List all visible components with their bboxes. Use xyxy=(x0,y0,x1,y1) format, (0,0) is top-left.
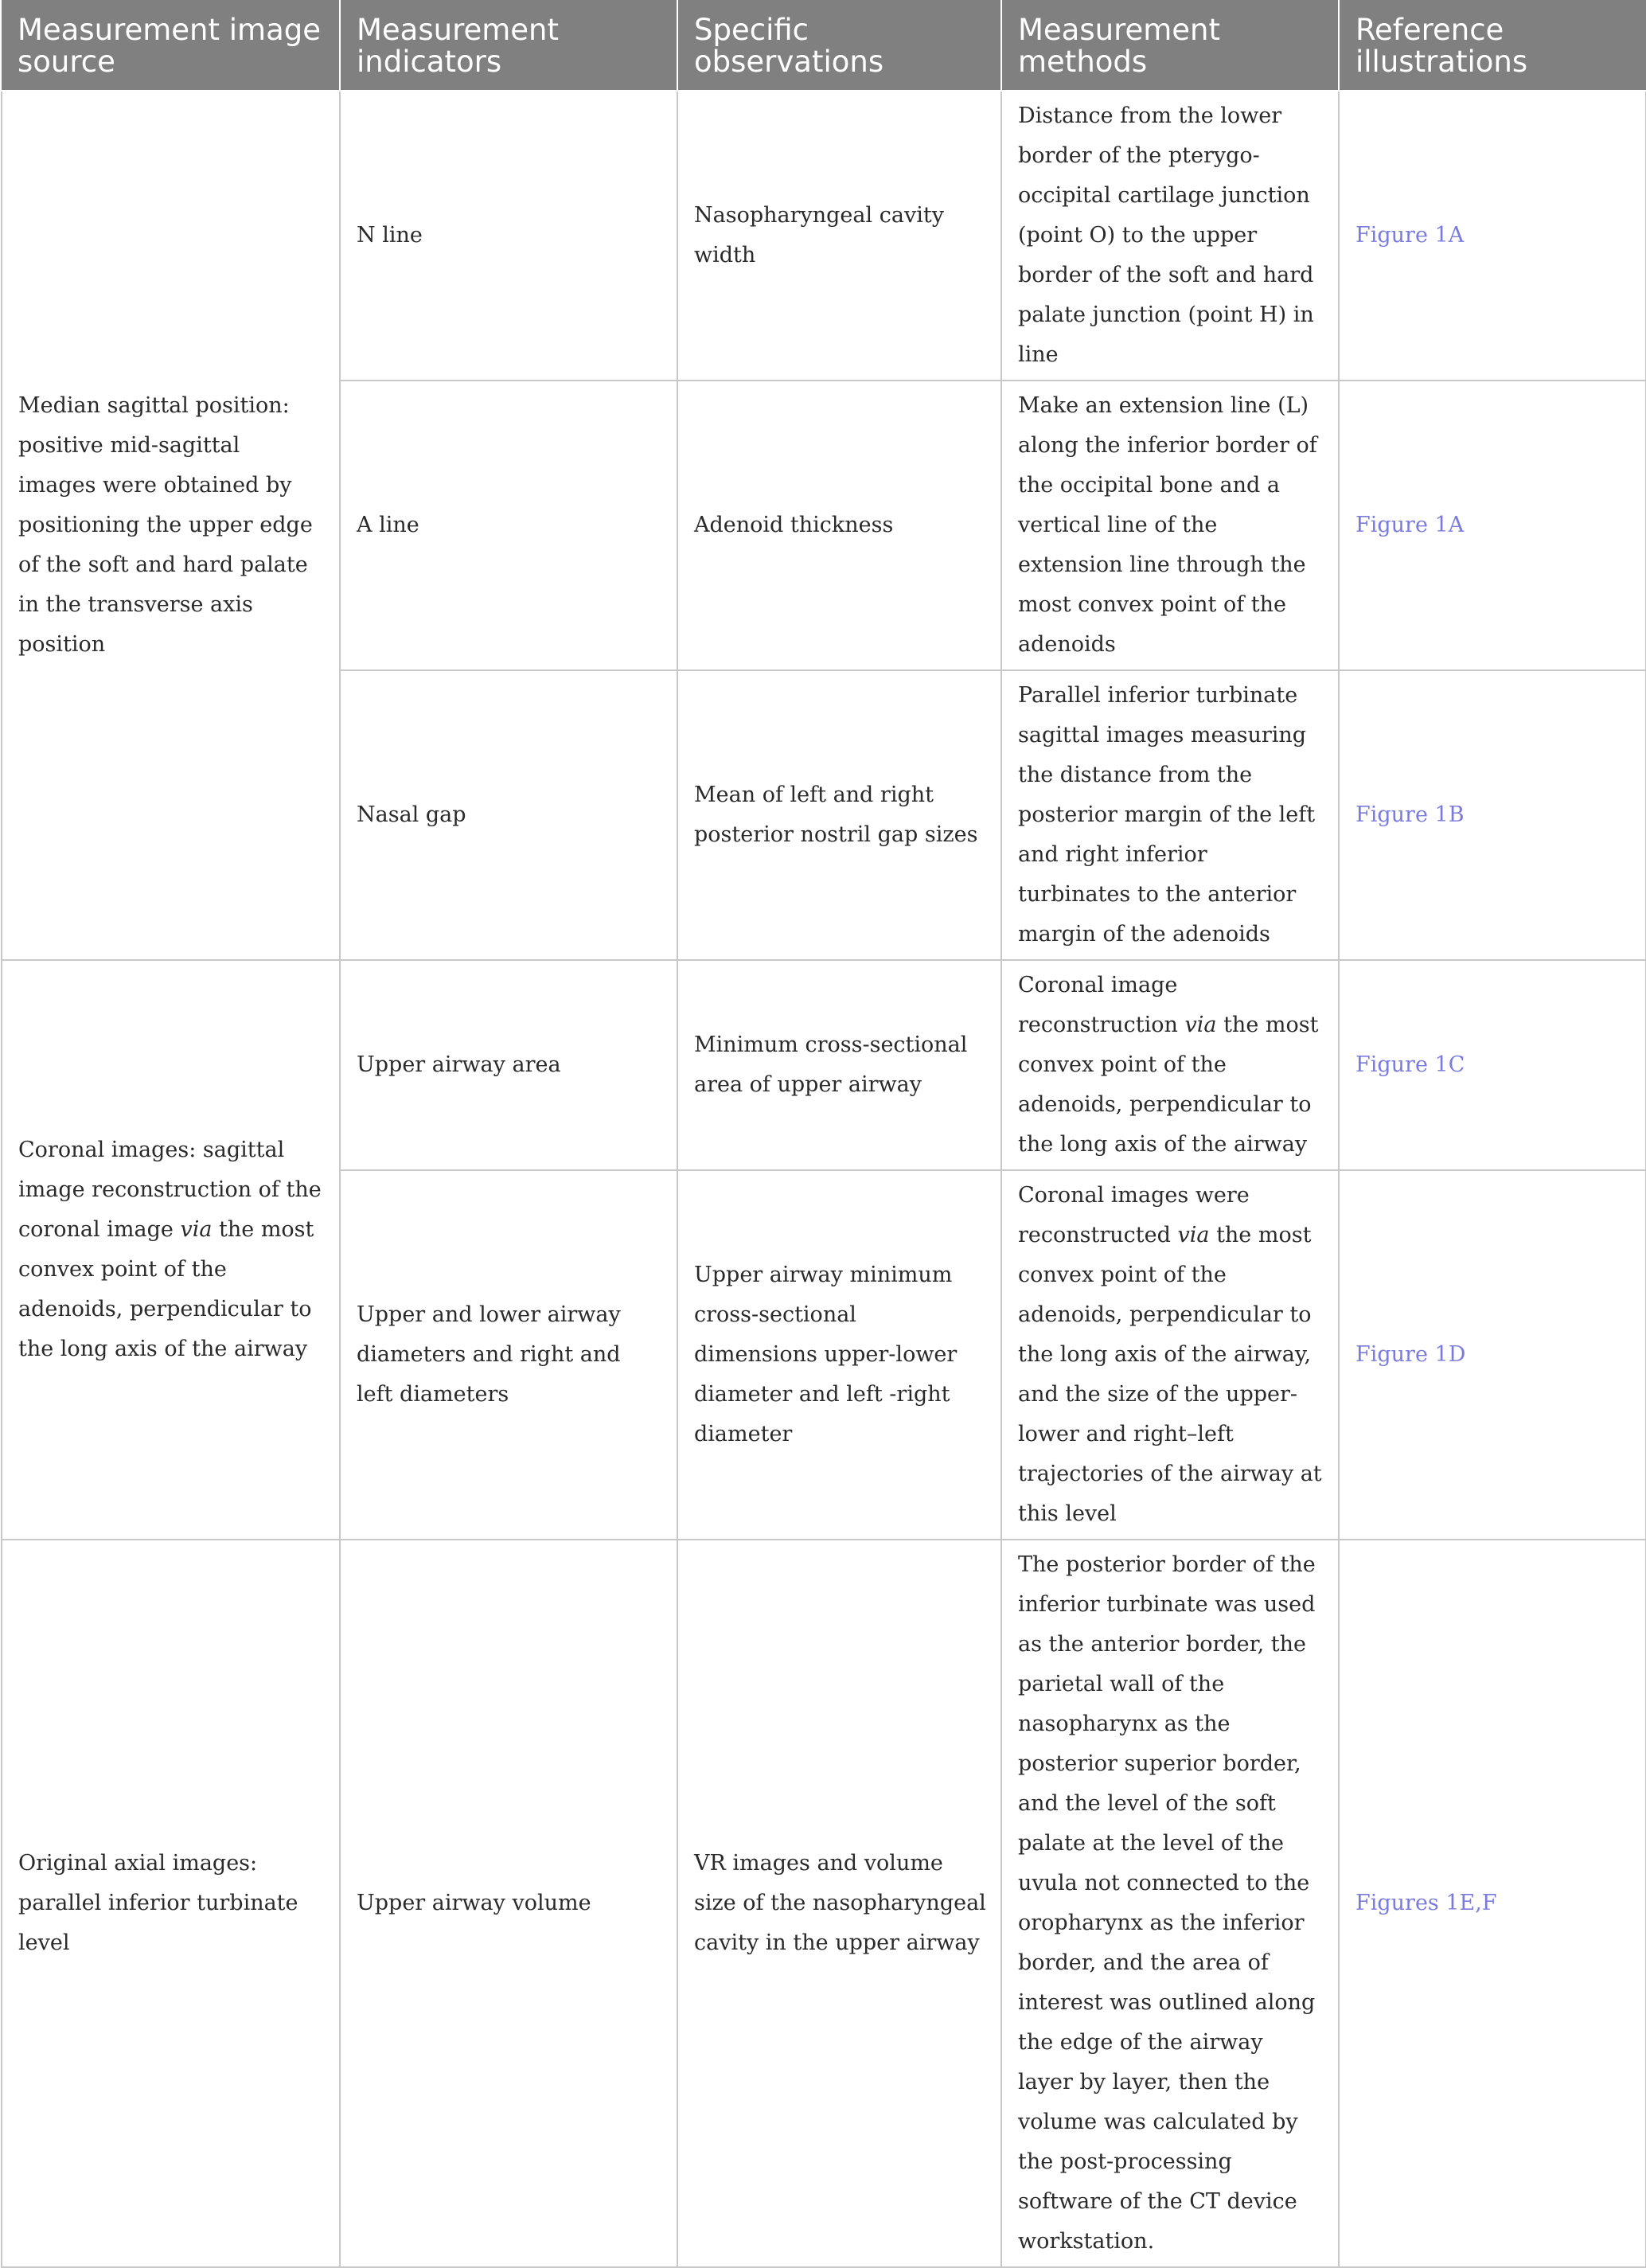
table-header xyxy=(2,0,1646,91)
method-text-continued: the most convex point of the adenoids, perpendicular to the long axis of the airway xyxy=(1018,1013,1319,1157)
header-measurement-indicators: Measurement indicators xyxy=(340,0,677,91)
observation-cell: Nasopharyngeal cavity width xyxy=(677,91,1001,381)
observation-cell: Minimum cross-sectional area of upper airway xyxy=(677,960,1001,1170)
method-cell: Distance from the lower border of the pterygo-occipital cartilage junction (point O) to the upper border of the soft and hard palate junction (point H) in line xyxy=(1001,91,1339,381)
image-source-text: Coronal images: sagittal image reconstruction of the coronal image xyxy=(18,1138,322,1242)
image-source-cell xyxy=(2,960,340,1540)
method-cell xyxy=(1001,960,1339,1170)
reference-link[interactable]: Figure 1A xyxy=(1339,91,1646,381)
indicator-cell: A line xyxy=(340,381,677,670)
header-measurement-image-source: Measurement image source xyxy=(2,0,340,91)
observation-cell: Upper airway minimum cross-sectional dimensions upper-lower diameter and left -right diameter xyxy=(677,1170,1001,1540)
method-text: Coronal image reconstruction xyxy=(1018,973,1185,1037)
header-specific-observations: Specific observations xyxy=(677,0,1001,91)
reference-link[interactable]: Figure 1D xyxy=(1339,1170,1646,1540)
method-emphasis: via xyxy=(1184,1013,1217,1037)
table-row xyxy=(2,91,1646,381)
observation-cell: Adenoid thickness xyxy=(677,381,1001,670)
header-reference-illustrations: Reference illustrations xyxy=(1339,0,1646,91)
method-cell: The posterior border of the inferior turbinate was used as the anterior border, the parietal wall of the nasopharynx as the posterior superior border, and the level of the soft palate at the level of the uvula not connected to the oropharynx as the inferior border, and the area of interest was outlined along the edge of the airway layer by layer, then the volume was calculated by the post-processing software of the CT device workstation. xyxy=(1001,1540,1339,2267)
image-source-cell: Original axial images: parallel inferior turbinate level xyxy=(2,1540,340,2267)
reference-link[interactable]: Figure 1A xyxy=(1339,381,1646,670)
image-source-text-continued: the most convex point of the adenoids, perpendicular to the long axis of the airway xyxy=(18,1217,314,1361)
method-cell: Parallel inferior turbinate sagittal images measuring the distance from the posterior margin of the left and right inferior turbinates to the anterior margin of the adenoids xyxy=(1001,670,1339,960)
reference-link[interactable]: Figure 1C xyxy=(1339,960,1646,1170)
indicator-cell: Nasal gap xyxy=(340,670,677,960)
reference-link[interactable]: Figures 1E,F xyxy=(1339,1540,1646,2267)
method-text-continued: the most convex point of the adenoids, perpendicular to the long axis of the airway, and the size of the upper- lower and right–left trajectories of the airway at this level xyxy=(1018,1223,1322,1526)
observation-cell: VR images and volume size of the nasopharyngeal cavity in the upper airway xyxy=(677,1540,1001,2267)
method-text: Coronal images were reconstructed xyxy=(1018,1183,1250,1247)
reference-link[interactable]: Figure 1B xyxy=(1339,670,1646,960)
image-source-emphasis: via xyxy=(180,1217,213,1242)
indicator-cell: N line xyxy=(340,91,677,381)
indicator-cell: Upper and lower airway diameters and right and left diameters xyxy=(340,1170,677,1540)
observation-cell: Mean of left and right posterior nostril gap sizes xyxy=(677,670,1001,960)
indicator-cell: Upper airway area xyxy=(340,960,677,1170)
table-row xyxy=(2,1540,1646,2267)
table-row xyxy=(2,960,1646,1170)
measurement-table xyxy=(1,0,1646,2268)
image-source-cell: Median sagittal position: positive mid-sagittal images were obtained by positioning the upper edge of the soft and hard palate in the transverse axis position xyxy=(2,91,340,960)
method-cell xyxy=(1001,1170,1339,1540)
header-measurement-methods: Measurement methods xyxy=(1001,0,1339,91)
indicator-cell: Upper airway volume xyxy=(340,1540,677,2267)
method-emphasis: via xyxy=(1177,1223,1210,1247)
method-cell: Make an extension line (L) along the inferior border of the occipital bone and a vertical line of the extension line through the most convex point of the adenoids xyxy=(1001,381,1339,670)
